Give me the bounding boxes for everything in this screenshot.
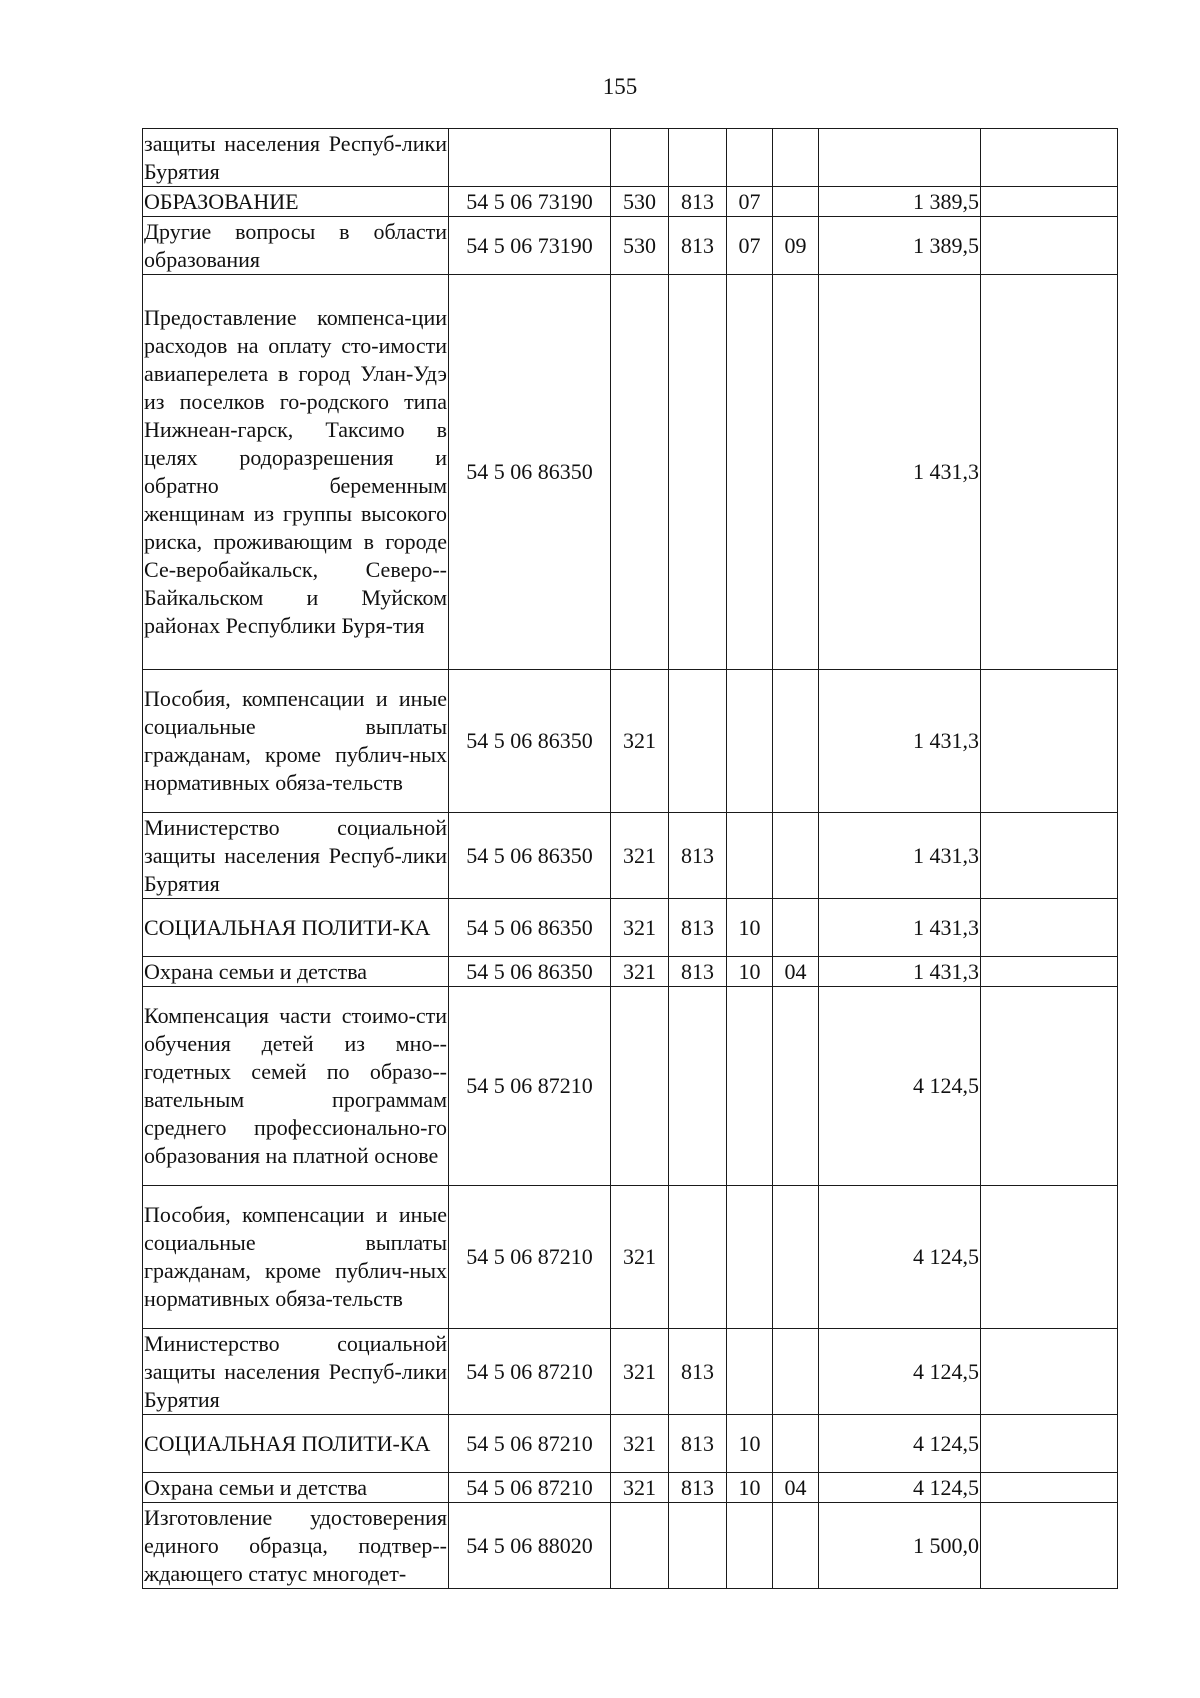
- subsection-cell: [773, 1329, 819, 1415]
- ministry-code-cell: 813: [669, 187, 727, 217]
- table-row: [143, 1329, 1118, 1415]
- subsection-cell: 04: [773, 1473, 819, 1503]
- subsection-cell: [773, 187, 819, 217]
- target-article-cell: 54 5 06 87210: [449, 1473, 611, 1503]
- section-cell: [727, 670, 773, 813]
- subsection-cell: [773, 1415, 819, 1473]
- row-name-cell: Предоставление компенса-ции расходов на оплату сто-имости авиаперелета в город Улан-Удэ из поселков го-родского типа Нижнеан-гарск, Таксимо в целях родоразрешения и обратно беременным женщинам из группы высокого риска, проживающим в городе Се-веробайкальск, Северо-Байкальском и Муйском районах Республики Буря-тия: [143, 275, 449, 670]
- ministry-code-cell: [669, 275, 727, 670]
- section-cell: 10: [727, 957, 773, 987]
- amount-cell: 1 500,0: [819, 1503, 981, 1589]
- section-cell: [727, 987, 773, 1186]
- amount-cell: 4 124,5: [819, 1473, 981, 1503]
- ministry-code-cell: [669, 1186, 727, 1329]
- amount-cell: 1 431,3: [819, 957, 981, 987]
- row-name-cell: Изготовление удостоверения единого образца, подтвер-ждающего статус многодет-: [143, 1503, 449, 1589]
- expense-type-cell: 321: [611, 813, 669, 899]
- extra-amount-cell: [981, 129, 1118, 187]
- row-name-cell: СОЦИАЛЬНАЯ ПОЛИТИ-КА: [143, 899, 449, 957]
- ministry-code-cell: 813: [669, 217, 727, 275]
- target-article-cell: 54 5 06 86350: [449, 275, 611, 670]
- section-cell: 07: [727, 217, 773, 275]
- extra-amount-cell: [981, 1186, 1118, 1329]
- ministry-code-cell: 813: [669, 813, 727, 899]
- section-cell: [727, 129, 773, 187]
- section-cell: 10: [727, 1415, 773, 1473]
- section-cell: [727, 1329, 773, 1415]
- ministry-code-cell: 813: [669, 1473, 727, 1503]
- extra-amount-cell: [981, 987, 1118, 1186]
- row-name-cell: Компенсация части стоимо-сти обучения детей из мно-годетных семей по образо-вательным программам среднего профессионально-го образования на платной основе: [143, 987, 449, 1186]
- target-article-cell: 54 5 06 86350: [449, 813, 611, 899]
- table-row: [143, 957, 1118, 987]
- amount-cell: 4 124,5: [819, 1415, 981, 1473]
- expense-type-cell: 530: [611, 187, 669, 217]
- target-article-cell: 54 5 06 86350: [449, 957, 611, 987]
- expense-type-cell: [611, 275, 669, 670]
- amount-cell: 1 389,5: [819, 187, 981, 217]
- subsection-cell: [773, 670, 819, 813]
- extra-amount-cell: [981, 1503, 1118, 1589]
- table-row: [143, 1473, 1118, 1503]
- extra-amount-cell: [981, 275, 1118, 670]
- budget-table: [142, 128, 1118, 1589]
- extra-amount-cell: [981, 1473, 1118, 1503]
- subsection-cell: [773, 129, 819, 187]
- extra-amount-cell: [981, 813, 1118, 899]
- row-name-cell: Другие вопросы в области образования: [143, 217, 449, 275]
- expense-type-cell: [611, 129, 669, 187]
- expense-type-cell: 321: [611, 1186, 669, 1329]
- table-row: [143, 217, 1118, 275]
- amount-cell: 1 431,3: [819, 813, 981, 899]
- ministry-code-cell: 813: [669, 957, 727, 987]
- amount-cell: 1 431,3: [819, 275, 981, 670]
- target-article-cell: 54 5 06 87210: [449, 1415, 611, 1473]
- extra-amount-cell: [981, 187, 1118, 217]
- ministry-code-cell: [669, 129, 727, 187]
- row-name-cell: Министерство социальной защиты населения Респуб-лики Бурятия: [143, 813, 449, 899]
- subsection-cell: 09: [773, 217, 819, 275]
- subsection-cell: [773, 1503, 819, 1589]
- expense-type-cell: 321: [611, 957, 669, 987]
- expense-type-cell: 321: [611, 1473, 669, 1503]
- ministry-code-cell: 813: [669, 899, 727, 957]
- subsection-cell: [773, 1186, 819, 1329]
- expense-type-cell: [611, 987, 669, 1186]
- amount-cell: 4 124,5: [819, 1186, 981, 1329]
- target-article-cell: 54 5 06 73190: [449, 187, 611, 217]
- row-name-cell: Пособия, компенсации и иные социальные выплаты гражданам, кроме публич-ных нормативных обяза-тельств: [143, 1186, 449, 1329]
- page-number: 155: [602, 74, 638, 99]
- extra-amount-cell: [981, 899, 1118, 957]
- row-name-cell: Министерство социальной защиты населения Респуб-лики Бурятия: [143, 1329, 449, 1415]
- section-cell: [727, 275, 773, 670]
- ministry-code-cell: 813: [669, 1415, 727, 1473]
- table-row: [143, 187, 1118, 217]
- target-article-cell: 54 5 06 87210: [449, 1186, 611, 1329]
- section-cell: 10: [727, 899, 773, 957]
- amount-cell: 1 431,3: [819, 899, 981, 957]
- subsection-cell: [773, 987, 819, 1186]
- table-row: [143, 1186, 1118, 1329]
- target-article-cell: 54 5 06 73190: [449, 217, 611, 275]
- target-article-cell: 54 5 06 87210: [449, 987, 611, 1186]
- row-name-cell: ОБРАЗОВАНИЕ: [143, 187, 449, 217]
- section-cell: 10: [727, 1473, 773, 1503]
- row-name-cell: Охрана семьи и детства: [143, 957, 449, 987]
- row-name-cell: Охрана семьи и детства: [143, 1473, 449, 1503]
- extra-amount-cell: [981, 957, 1118, 987]
- table-row: [143, 129, 1118, 187]
- amount-cell: 4 124,5: [819, 987, 981, 1186]
- expense-type-cell: 530: [611, 217, 669, 275]
- extra-amount-cell: [981, 217, 1118, 275]
- table-row: [143, 1415, 1118, 1473]
- extra-amount-cell: [981, 670, 1118, 813]
- amount-cell: [819, 129, 981, 187]
- target-article-cell: [449, 129, 611, 187]
- table-row: [143, 1503, 1118, 1589]
- amount-cell: 1 389,5: [819, 217, 981, 275]
- target-article-cell: 54 5 06 86350: [449, 899, 611, 957]
- table-row: [143, 987, 1118, 1186]
- row-name-cell: Пособия, компенсации и иные социальные выплаты гражданам, кроме публич-ных нормативных обяза-тельств: [143, 670, 449, 813]
- row-name-cell: защиты населения Респуб-лики Бурятия: [143, 129, 449, 187]
- section-cell: [727, 1503, 773, 1589]
- budget-table-body: [143, 129, 1118, 1589]
- expense-type-cell: [611, 1503, 669, 1589]
- subsection-cell: 04: [773, 957, 819, 987]
- subsection-cell: [773, 899, 819, 957]
- amount-cell: 4 124,5: [819, 1329, 981, 1415]
- extra-amount-cell: [981, 1329, 1118, 1415]
- ministry-code-cell: [669, 987, 727, 1186]
- table-row: [143, 899, 1118, 957]
- ministry-code-cell: [669, 1503, 727, 1589]
- section-cell: [727, 813, 773, 899]
- table-row: [143, 813, 1118, 899]
- expense-type-cell: 321: [611, 1329, 669, 1415]
- target-article-cell: 54 5 06 88020: [449, 1503, 611, 1589]
- expense-type-cell: 321: [611, 670, 669, 813]
- expense-type-cell: 321: [611, 1415, 669, 1473]
- table-row: [143, 275, 1118, 670]
- section-cell: [727, 1186, 773, 1329]
- subsection-cell: [773, 275, 819, 670]
- expense-type-cell: 321: [611, 899, 669, 957]
- ministry-code-cell: [669, 670, 727, 813]
- table-row: [143, 670, 1118, 813]
- target-article-cell: 54 5 06 86350: [449, 670, 611, 813]
- target-article-cell: 54 5 06 87210: [449, 1329, 611, 1415]
- row-name-cell: СОЦИАЛЬНАЯ ПОЛИТИ-КА: [143, 1415, 449, 1473]
- extra-amount-cell: [981, 1415, 1118, 1473]
- amount-cell: 1 431,3: [819, 670, 981, 813]
- section-cell: 07: [727, 187, 773, 217]
- ministry-code-cell: 813: [669, 1329, 727, 1415]
- subsection-cell: [773, 813, 819, 899]
